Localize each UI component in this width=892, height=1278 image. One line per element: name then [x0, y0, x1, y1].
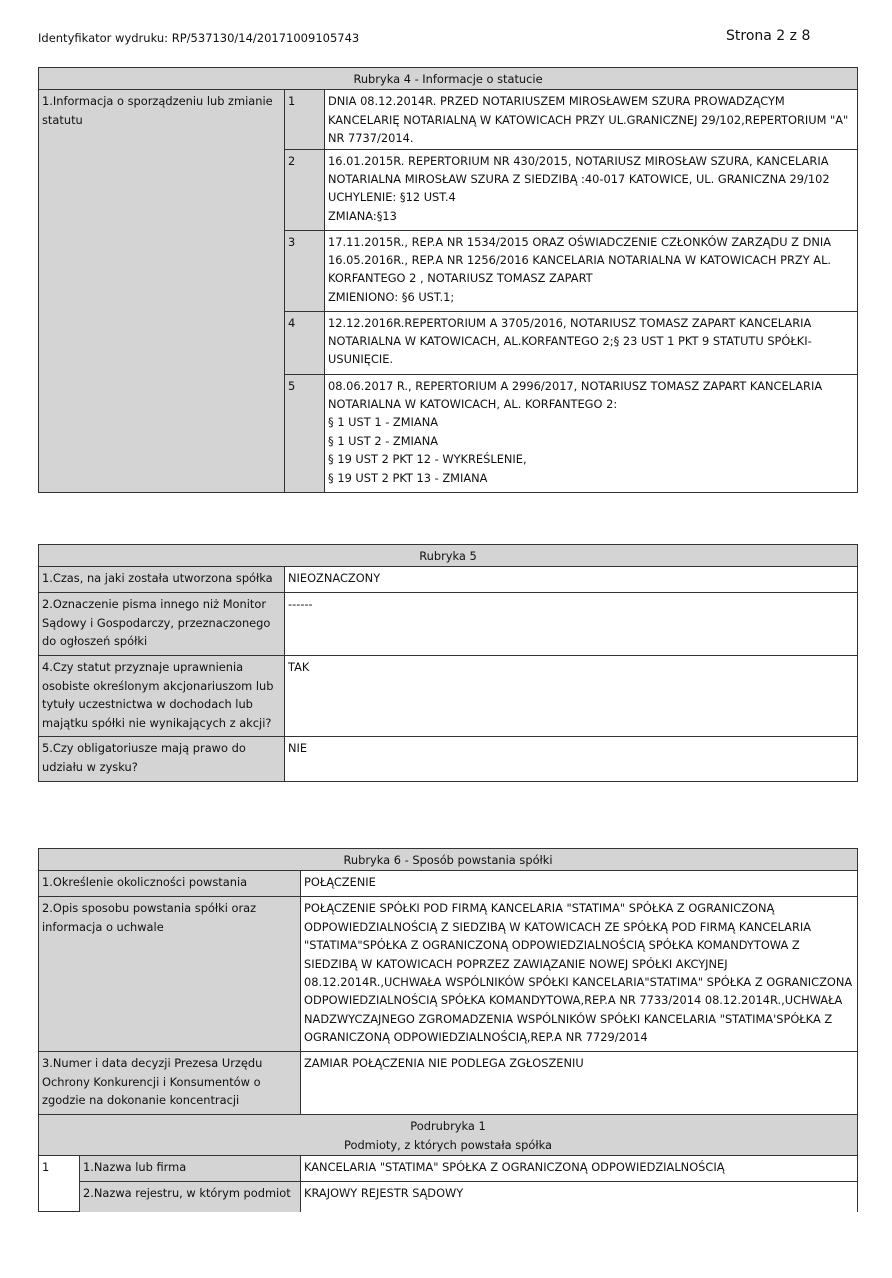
entry-text: 12.12.2016R.REPERTORIUM A 3705/2016, NOTARIUSZ TOMASZ ZAPART KANCELARIA NOTARIALNA W KATOWICACH, AL.KORFANTEGO 2;§ 23 UST 1 PKT 9 STATUTU SPÓŁKI- USUNIĘCIE. [325, 311, 858, 374]
entry-number: 5 [285, 374, 325, 492]
field-label: 3.Numer i data decyzji Prezesa Urzędu Ochrony Konkurencji i Konsumentów o zgodzie na dokonanie koncentracji [39, 1052, 301, 1115]
section-rubryka-6 [38, 848, 858, 1212]
section-title: Rubryka 4 - Informacje o statucie [39, 68, 858, 90]
section-rubryka-5 [38, 544, 858, 782]
print-identifier: Identyfikator wydruku: RP/537130/14/20171009105743 [38, 31, 360, 45]
section-title: Rubryka 6 - Sposób powstania spółki [39, 849, 858, 871]
section-rubryka-4 [38, 67, 858, 493]
subsection-title-line1: Podrubryka 1 [410, 1119, 486, 1134]
entry-number: 2 [285, 149, 325, 230]
entry-number: 4 [285, 311, 325, 374]
field-label-statute-info: 1.Informacja o sporządzeniu lub zmianie statutu [39, 90, 285, 492]
field-label: 1.Określenie okoliczności powstania [39, 871, 301, 897]
field-label: 1.Czas, na jaki została utworzona spółka [39, 567, 285, 593]
field-value: ZAMIAR POŁĄCZENIA NIE PODLEGA ZGŁOSZENIU [301, 1052, 858, 1115]
field-value: NIEOZNACZONY [285, 567, 858, 593]
field-value: TAK [285, 656, 858, 737]
subsection-title [39, 1115, 858, 1156]
field-value: NIE [285, 737, 858, 782]
section-title: Rubryka 5 [39, 545, 858, 567]
field-label: 2.Opis sposobu powstania spółki oraz informacja o uchwale [39, 897, 301, 1052]
field-value: POŁĄCZENIE SPÓŁKI POD FIRMĄ KANCELARIA "STATIMA" SPÓŁKA Z OGRANICZONĄ ODPOWIEDZIALNOŚCIĄ Z SIEDZIBĄ W KATOWICACH ZE SPÓŁKĄ POD FIRMĄ KANCELARIA "STATIMA"SPÓŁKA Z OGRANICZONĄ ODPOWIEDZIALNOŚCIĄ SPÓŁKA KOMANDYTOWA Z SIEDZIBĄ W KATOWICACH POPRZEZ ZAWIĄZANIE NOWEJ SPÓŁKI AKCYJNEJ 08.12.2014R.,UCHWAŁA WSPÓLNIKÓW SPÓŁKI KANCELARIA"STATIMA" SPÓŁKA Z OGRANICZONA ODPOWIEDZIALNOŚCIĄ SPÓŁKA KOMANDYTOWA,REP.A NR 7733/2014 08.12.2014R.,UCHWAŁA NADZWYCZAJNEGO ZGROMADZENIA WSPÓLNIKÓW SPÓŁKI KANCELARIA "STATIMA'SPÓŁKA Z OGRANICZONĄ ODPOWIEDZIALNOŚCIĄ,REP.A NR 7729/2014 [301, 897, 858, 1052]
field-value: ------ [285, 593, 858, 656]
field-label: 2.Oznaczenie pisma innego niż Monitor Sądowy i Gospodarczy, przeznaczonego do ogłoszeń spółki [39, 593, 285, 656]
entry-text: 08.06.2017 R., REPERTORIUM A 2996/2017, NOTARIUSZ TOMASZ ZAPART KANCELARIA NOTARIALNA W KATOWICACH, AL. KORFANTEGO 2: § 1 UST 1 - ZMIANA § 1 UST 2 - ZMIANA § 19 UST 2 PKT 12 - WYKREŚLENIE, § 19 UST 2 PKT 13 - ZMIANA [325, 374, 858, 492]
field-label: 4.Czy statut przyznaje uprawnienia osobiste określonym akcjonariuszom lub tytuły uczestnictwa w dochodach lub majątku spółki nie wynikających z akcji? [39, 656, 285, 737]
subsection-title-line2: Podmioty, z których powstała spółka [344, 1137, 552, 1152]
field-value: POŁĄCZENIE [301, 871, 858, 897]
field-label: 5.Czy obligatoriusze mają prawo do udziału w zysku? [39, 737, 285, 782]
field-label: 2.Nazwa rejestru, w którym podmiot [80, 1182, 301, 1212]
entity-number: 1 [39, 1156, 80, 1212]
field-label: 1.Nazwa lub firma [80, 1156, 301, 1182]
entry-number: 1 [285, 90, 325, 149]
entry-text: DNIA 08.12.2014R. PRZED NOTARIUSZEM MIROSŁAWEM SZURA PROWADZĄCYM KANCELARIĘ NOTARIALNĄ W KATOWICACH PRZY UL.GRANICZNEJ 29/102,REPERTORIUM "A" NR 7737/2014. [325, 90, 858, 149]
entry-text: 17.11.2015R., REP.A NR 1534/2015 ORAZ OŚWIADCZENIE CZŁONKÓW ZARZĄDU Z DNIA 16.05.2016R., REP.A NR 1256/2016 KANCELARIA NOTARIALNA W KATOWICACH PRZY AL. KORFANTEGO 2 , NOTARIUSZ TOMASZ ZAPART ZMIENIONO: §6 UST.1; [325, 230, 858, 311]
field-value: KANCELARIA "STATIMA" SPÓŁKA Z OGRANICZONĄ ODPOWIEDZIALNOŚCIĄ [301, 1156, 858, 1182]
entry-text: 16.01.2015R. REPERTORIUM NR 430/2015, NOTARIUSZ MIROSŁAW SZURA, KANCELARIA NOTARIALNA MIROSŁAW SZURA Z SIEDZIBĄ :40-017 KATOWICE, UL. GRANICZNA 29/102 UCHYLENIE: §12 UST.4 ZMIANA:§13 [325, 149, 858, 230]
page-number: Strona 2 z 8 [726, 28, 811, 44]
field-value: KRAJOWY REJESTR SĄDOWY [301, 1182, 858, 1212]
entry-number: 3 [285, 230, 325, 311]
